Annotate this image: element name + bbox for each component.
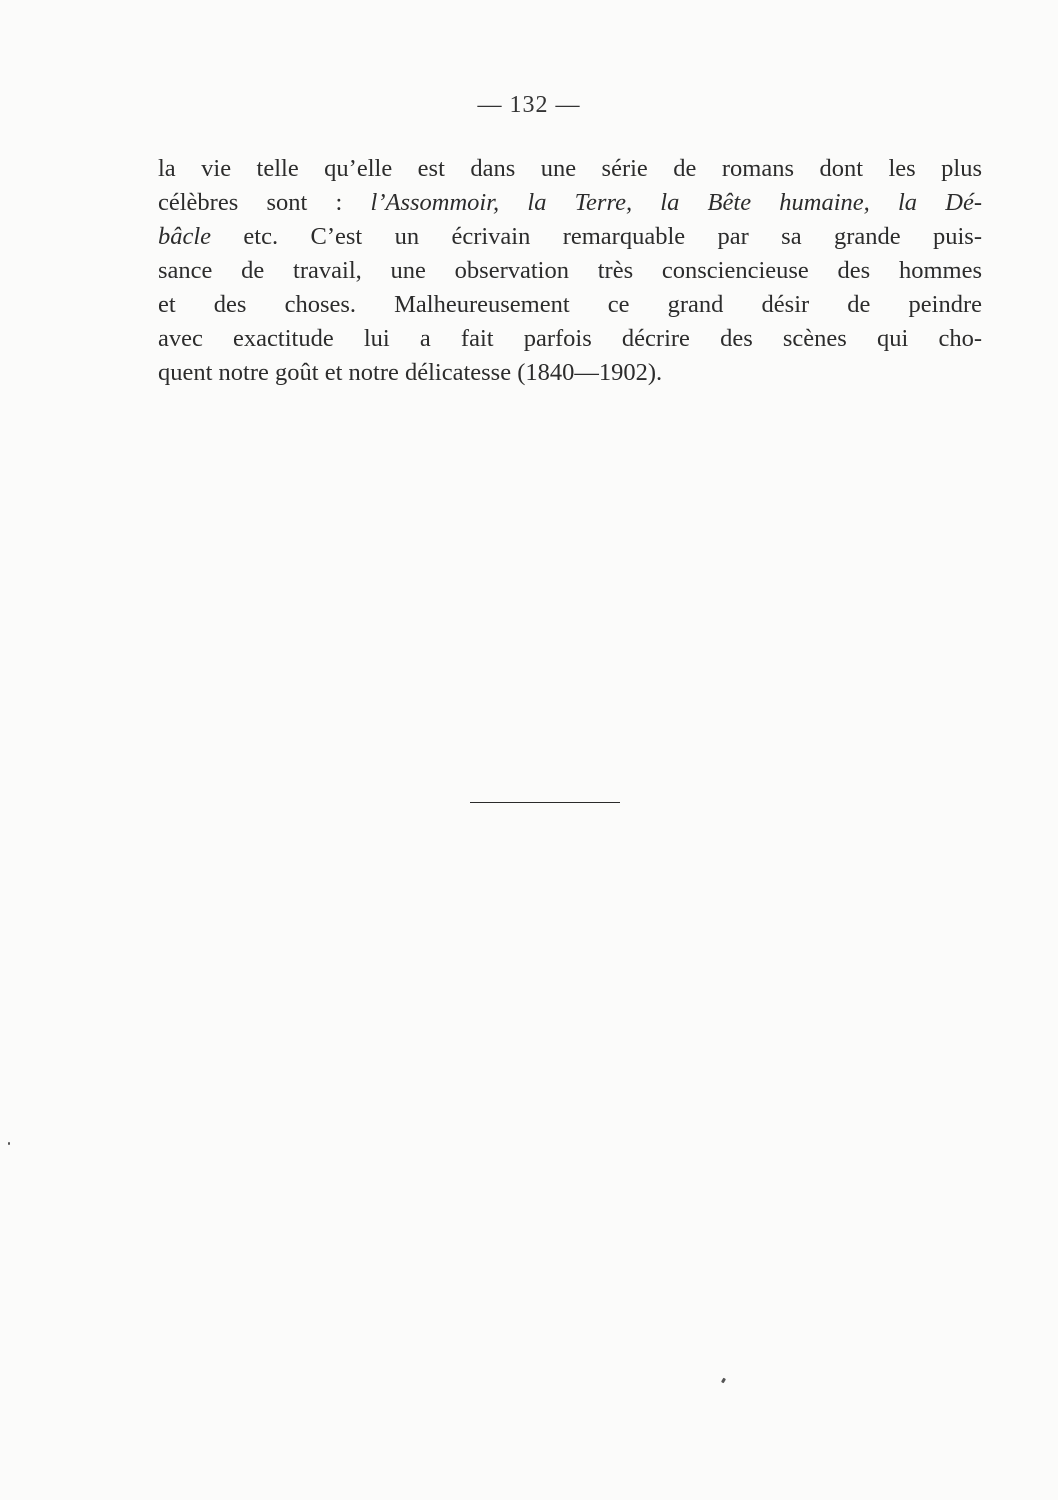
text-segment: célèbres sont :	[158, 189, 371, 216]
text-segment: avec exactitude lui a fait parfois décrire des scènes qui cho-	[158, 325, 982, 352]
text-line	[158, 152, 982, 186]
text-line	[158, 186, 982, 220]
italic-title-text: l’Assommoir, la Terre, la Bête humaine, la Dé-	[370, 189, 982, 216]
text-line	[158, 288, 982, 322]
text-segment: sance de travail, une observation très consciencieuse des hommes	[158, 257, 982, 284]
paper-speck	[721, 1378, 726, 1384]
text-line	[158, 220, 982, 254]
text-segment: etc. C’est un écrivain remarquable par sa grande puis-	[211, 223, 982, 250]
section-divider	[470, 802, 620, 803]
text-segment: la vie telle qu’elle est dans une série de romans dont les plus	[158, 155, 982, 182]
italic-title-text: bâcle	[158, 223, 212, 250]
text-segment: quent notre goût et notre délicatesse (1840—1902).	[158, 359, 663, 386]
text-line	[158, 356, 982, 390]
text-line	[158, 322, 982, 356]
body-paragraph	[158, 152, 982, 390]
text-line	[158, 254, 982, 288]
text-segment: et des choses. Malheureusement ce grand désir de peindre	[158, 291, 982, 318]
page-number: — 132 —	[477, 92, 581, 118]
paper-speck	[8, 1142, 10, 1145]
